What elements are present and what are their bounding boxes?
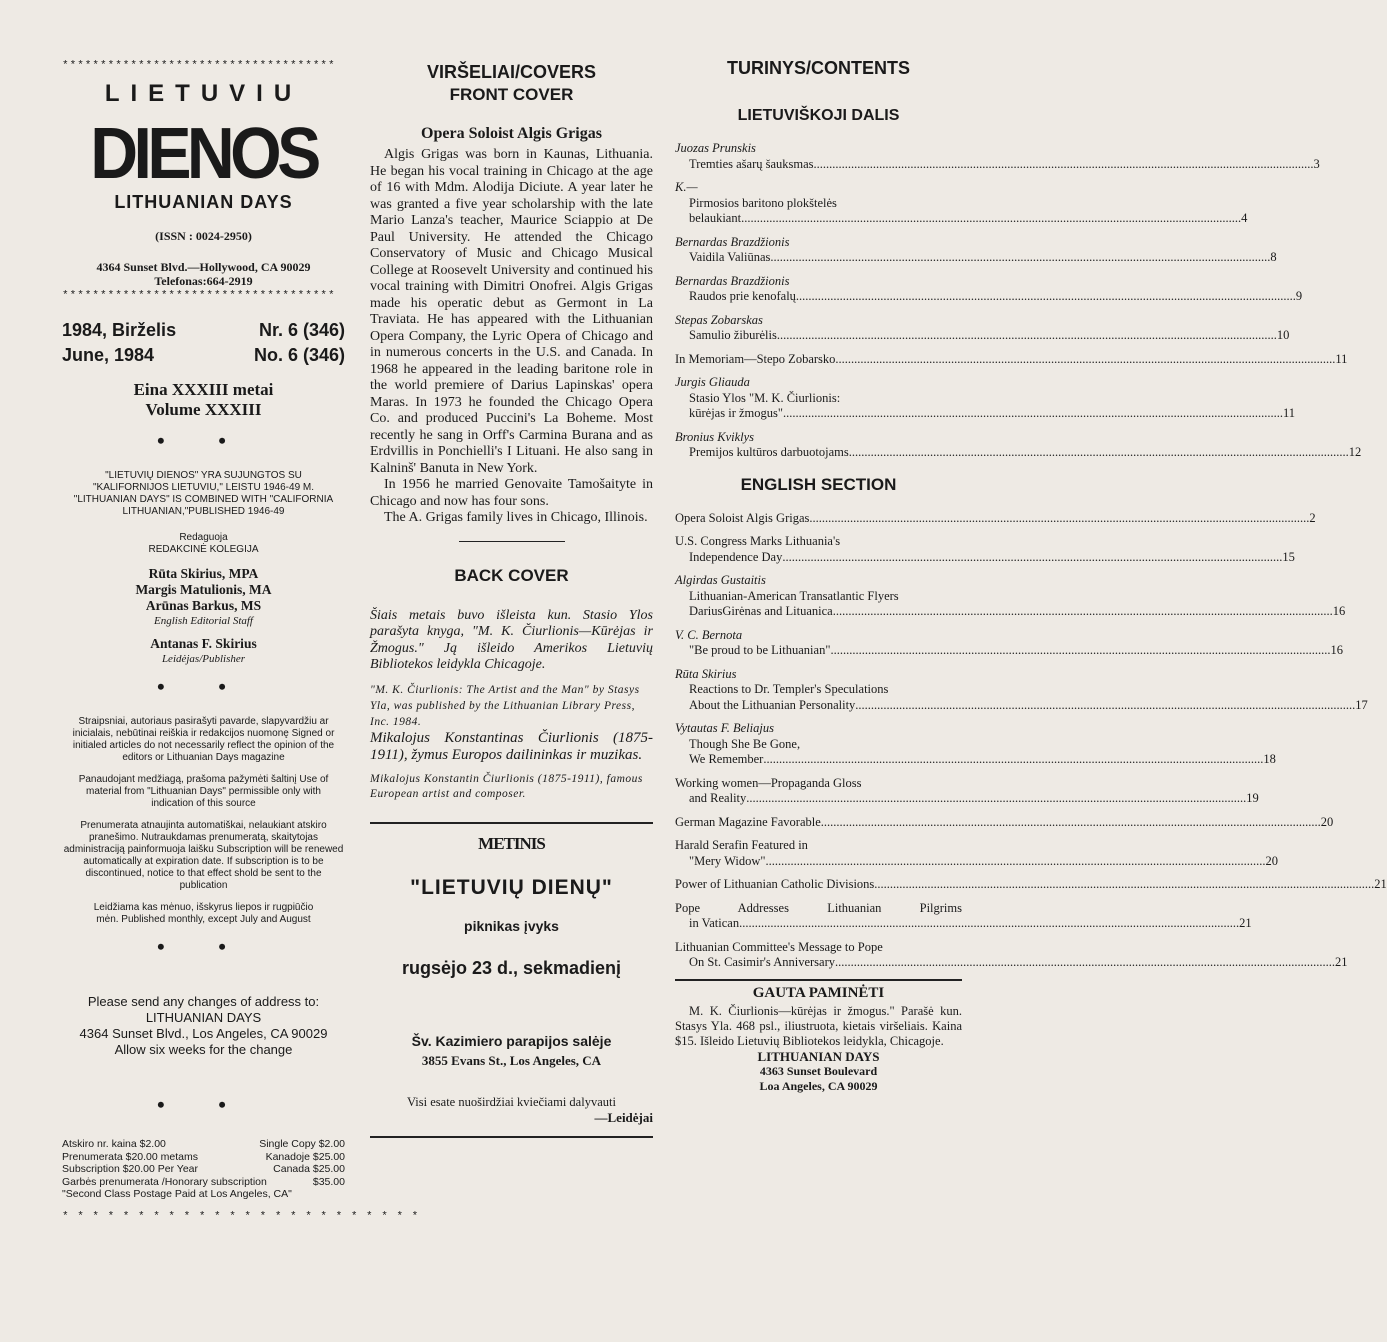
toc-page-line <box>675 510 1316 527</box>
toc-author: Jurgis Gliauda <box>675 375 750 389</box>
star-divider: ************************************ <box>62 60 336 72</box>
toc-author: V. C. Bernota <box>675 627 743 642</box>
toc-leader <box>814 157 1314 173</box>
toc-title: Samulio žiburėlis <box>689 328 777 342</box>
toc-leader <box>835 352 1335 368</box>
en-section-heading: ENGLISH SECTION <box>740 474 897 494</box>
toc-title: In Memoriam—Stepo Zobarsko <box>675 351 836 366</box>
toc-entry <box>675 900 1252 932</box>
front-cover-heading: FRONT COVER <box>449 85 574 104</box>
volume-lt: Eina XXXIII metai <box>133 380 274 399</box>
toc-title-line: Harald Serafin Featured in <box>675 838 808 852</box>
toc-page-number: 15 <box>1282 549 1295 564</box>
event-invitation: Visi esate nuoširdžiai kviečiami dalyvauti <box>407 1094 616 1109</box>
toc-page-number: 21 <box>1239 916 1252 930</box>
toc-page-number: 16 <box>1330 643 1343 657</box>
toc-entry <box>675 939 1348 971</box>
toc-entry <box>675 627 1343 659</box>
editor-2: Margis Matulionis, MA <box>135 582 272 597</box>
event-date: rugsėjo 23 d., sekmadienį <box>401 957 622 978</box>
price-value: Canada $25.00 <box>273 1163 345 1175</box>
event-kicker: METINIS <box>478 833 545 853</box>
masthead-phone: Telefonas:664-2919 <box>154 274 253 288</box>
toc-page-line <box>675 697 1368 714</box>
price-value: Single Copy $2.00 <box>259 1138 345 1150</box>
toc-page-number: 10 <box>1276 328 1290 342</box>
toc-entry <box>675 775 1259 807</box>
back-cover-artist-lt: Mikalojus Konstantinas Čiurlionis (1875-1911), žymus Europos dailininkas ir muzikas. <box>370 729 653 763</box>
publisher-role: Leidėjas/Publisher <box>161 653 246 665</box>
toc-leader <box>835 955 1335 971</box>
toc-page-number: 8 <box>1270 250 1277 264</box>
toc-page-line <box>675 814 1334 831</box>
event-bottom-rule <box>370 1136 653 1138</box>
toc-page-number: 4 <box>1241 211 1248 225</box>
section-divider <box>459 541 565 542</box>
event-subtitle: piknikas įvyks <box>464 917 559 934</box>
toc-english <box>675 510 1387 971</box>
received-city: Loa Angeles, CA 90029 <box>759 1078 878 1093</box>
received-heading: GAUTA PAMINĖTI <box>752 984 885 1001</box>
price-row <box>62 1188 345 1201</box>
merger-note: "LIETUVIŲ DIENOS" YRA SUJUNGTOS SU "KALIFORNIJOS LIETUVIU," LEISTU 1946-49 M. "LITHUANIAN DAYS" IS COMBINED WITH "CALIFORNIA LITHUANIAN,"PUBLISHED 1946-49 <box>73 470 334 517</box>
toc-leader <box>763 752 1263 768</box>
toc-entry <box>675 877 1387 893</box>
price-label: Garbės prenumerata /Honorary subscription <box>62 1175 267 1188</box>
toc-leader <box>874 877 1374 893</box>
price-value: Kanadoje $25.00 <box>265 1150 345 1163</box>
issue-line-lt <box>62 318 345 343</box>
toc-page-line <box>675 752 1276 768</box>
contents-column <box>675 0 1387 1094</box>
toc-title: and Reality <box>689 791 747 805</box>
toc-title: Tremties ašarų šauksmas <box>689 156 814 171</box>
issue-number-lt: Nr. 6 (346) <box>258 320 345 340</box>
toc-entry <box>675 429 1362 461</box>
toc-page-number: 21 <box>1335 955 1348 969</box>
toc-author: Bernardas Brazdžionis <box>675 273 790 288</box>
toc-leader <box>746 791 1246 807</box>
toc-page-number: 21 <box>1374 877 1387 891</box>
toc-title: DariusGirėnas and Lituanica <box>689 604 833 618</box>
issue-date-en: June, 1984 <box>62 345 155 365</box>
toc-title: belaukiant <box>689 211 742 225</box>
toc-title: On St. Casimir's Anniversary <box>689 955 835 969</box>
contents-heading: TURINYS/CONTENTS <box>726 58 910 78</box>
toc-leader <box>821 815 1321 831</box>
toc-leader <box>855 698 1355 714</box>
lt-section-heading: LIETUVIŠKOJI DALIS <box>737 107 900 124</box>
masthead-column <box>62 0 420 1223</box>
issue-date-lt: 1984, Birželis <box>62 320 177 340</box>
covers-column <box>370 0 653 1138</box>
toc-title: kūrėjas ir žmogus" <box>689 406 783 420</box>
toc-title-line: Lithuanian Committee's Message to Pope <box>675 939 883 954</box>
toc-leader <box>777 328 1277 344</box>
toc-leader <box>770 250 1270 266</box>
toc-title-line: U.S. Congress Marks Lithuania's <box>675 534 841 548</box>
toc-author: Bronius Kviklys <box>675 429 755 444</box>
toc-entry <box>675 838 1278 869</box>
bullet-divider: • • <box>157 1092 250 1117</box>
address-change-line: 4364 Sunset Blvd., Los Angeles, CA 90029 <box>79 1026 328 1041</box>
toc-page-line <box>675 445 1362 461</box>
toc-leader <box>809 511 1309 527</box>
price-list <box>62 1138 345 1201</box>
masthead-logo: DIENOS <box>90 114 317 194</box>
toc-title-line: Though She Be Gone, <box>689 736 801 751</box>
received-top-rule <box>675 979 962 981</box>
event-venue: Šv. Kazimiero parapijos salėje <box>411 1032 612 1049</box>
toc-title: Premijos kultūros darbuotojams <box>689 445 849 459</box>
toc-page-number: 20 <box>1265 853 1278 868</box>
toc-page-number: 19 <box>1246 791 1259 805</box>
toc-leader <box>782 550 1282 566</box>
price-row <box>62 1163 345 1176</box>
notice-signed-articles: Straipsniai, autoriaus pasirašyti pavarde, slapyvardžiu ar inicialais, nebūtinai reiškia ir redakcijos nuomonę Signed or initialed articles do not necessarily reflect the opinion of the editors or Lithuanian Days magazine <box>72 716 335 763</box>
toc-leader <box>765 854 1265 870</box>
article-paragraph: The A. Grigas family lives in Chicago, Illinois. <box>384 510 648 525</box>
price-label: Prenumerata $20.00 metams <box>62 1150 198 1163</box>
toc-page-number: 20 <box>1320 814 1334 829</box>
star-divider: ************************************ <box>62 290 336 302</box>
publisher: Antanas F. Skirius <box>150 636 257 651</box>
toc-title: Independence Day <box>689 549 783 564</box>
price-row <box>62 1151 345 1164</box>
event-signature: —Leidėjai <box>594 1109 653 1125</box>
toc-title-line: Reactions to Dr. Templer's Speculations <box>689 682 889 696</box>
price-label: Atskiro nr. kaina $2.00 <box>62 1138 166 1150</box>
toc-entry <box>675 666 1368 714</box>
article-paragraph: Algis Grigas was born in Kaunas, Lithuania. He began his vocal training in Chicago at the age of 16 with Mdm. Alodija Diciute. A year later he was granted a five year scholarship with the late Mario Lanza's teacher, Maurice Sciappio at De Paul University. He attended the Chicago Conservatory of Music and Chicago Musical College at Roosevelt University and continued his vocal training with Dimitri Onofrei. Algis Grigas made his operatic debut as Germont in La Traviata. He has appeared with the Lithuanian Opera Company, the Lyric Opera of Chicago and in numerous concerts in the U.S. and Canada. In 1968 he appeared in the leading baritone role in the world premiere of Darius Lapinskas' opera Maras. In 1973 he founded the Chicago Opera Co. and produced Puccini's La Boheme. Most recently he sang in Orff's Carmina Burana and as Erdvillis in Ponchielli's I Lituani. He also sang in Kalninš' Banuta in New York. <box>370 147 653 476</box>
toc-author: Stepas Zobarskas <box>675 312 763 327</box>
toc-page-number: 12 <box>1348 445 1362 459</box>
postage-note: "Second Class Postage Paid at Los Angeles, CA" <box>62 1188 292 1200</box>
toc-title: Opera Soloist Algis Grigas <box>675 510 810 525</box>
toc-leader <box>849 445 1349 461</box>
volume-en: Volume XXXIII <box>145 400 262 419</box>
toc-page-line <box>675 289 1303 305</box>
masthead-address: 4364 Sunset Blvd.—Hollywood, CA 90029 <box>96 260 311 274</box>
toc-page-number: 11 <box>1282 406 1296 420</box>
toc-page-line <box>675 156 1320 173</box>
toc-title: in Vatican <box>689 916 740 930</box>
notice-published-monthly: Leidžiama kas mėnuo, išskyrus liepos ir rugpiūčio mėn. Published monthly, except July and August <box>93 902 314 925</box>
toc-entry <box>675 180 1248 227</box>
back-cover-text-lt: Šiais metais buvo išleista kun. Stasio Ylos parašyta knyga, "M. K. Čiurlionis—Kūrėjas ir Žmogus." Ją išleido Amerikos Lietuvių Bibliotekos leidykla Chicagoje. <box>370 607 653 672</box>
toc-page-line <box>675 791 1259 807</box>
editor-3: Arūnas Barkus, MS <box>145 598 262 613</box>
address-change-line: Please send any changes of address to: <box>87 994 320 1009</box>
toc-page-number: 2 <box>1309 510 1316 525</box>
star-divider-bottom: * * * * * * * * * * * * * * * * * * * * * * * * <box>62 1210 420 1223</box>
toc-leader <box>830 643 1330 659</box>
toc-page-number: 18 <box>1263 752 1276 766</box>
editors-role: English Editorial Staff <box>153 615 253 627</box>
toc-leader <box>739 916 1239 932</box>
toc-page-line <box>675 250 1277 266</box>
toc-title-line: Working women—Propaganda Gloss <box>675 775 862 790</box>
toc-entry <box>675 375 1296 422</box>
toc-title-line: Lithuanian-American Transatlantic Flyers <box>689 588 899 603</box>
toc-title: Power of Lithuanian Catholic Divisions <box>675 877 875 891</box>
back-cover-text-en: "M. K. Čiurlionis: The Artist and the Man" by Stasys Yla, was published by the Lithuanian Library Press, Inc. 1984. <box>370 683 640 728</box>
received-address: 4363 Sunset Boulevard <box>759 1063 878 1078</box>
toc-entry <box>675 534 1295 565</box>
price-value: $35.00 <box>312 1175 345 1188</box>
event-top-rule <box>370 822 653 824</box>
toc-page-line <box>675 604 1346 620</box>
price-row <box>62 1176 345 1189</box>
received-text: M. K. Čiurlionis—kūrėjas ir žmogus." Parašė kun. Stasys Yla. 468 psl., iliustruota, kietais viršeliais. Kaina $15. Išleido Lietuvių Bibliotekos leidykla, Chicagoje. <box>675 1003 962 1048</box>
event-title: "LIETUVIŲ DIENŲ" <box>410 875 613 899</box>
toc-page-line <box>675 916 1252 932</box>
toc-entry <box>675 351 1348 368</box>
toc-entry <box>675 273 1303 305</box>
toc-title-line: Pirmosios baritono plokštelės <box>689 195 837 210</box>
issue-number-en: No. 6 (346) <box>253 345 345 365</box>
toc-entry <box>675 510 1316 527</box>
editorial-board: REDAKCINĖ KOLEGIJA <box>148 544 259 555</box>
toc-title-line: Stasio Ylos "M. K. Čiurlionis: <box>689 390 841 405</box>
toc-page-number: 17 <box>1355 697 1368 712</box>
toc-page-line <box>675 328 1290 344</box>
toc-page-line <box>675 211 1248 227</box>
event-venue-address: 3855 Evans St., Los Angeles, CA <box>421 1052 602 1068</box>
toc-page-number: 16 <box>1332 604 1346 618</box>
article-title: Opera Soloist Algis Grigas <box>421 125 602 142</box>
toc-leader <box>796 289 1296 305</box>
toc-title: We Remember <box>689 752 764 766</box>
issn: (ISSN : 0024-2950) <box>155 229 252 243</box>
toc-author: Algirdas Gustaitis <box>675 573 766 587</box>
price-row <box>62 1138 345 1151</box>
toc-page-number: 3 <box>1313 156 1320 171</box>
toc-page-line <box>675 406 1296 422</box>
toc-title: German Magazine Favorable <box>675 814 821 829</box>
toc-leader <box>833 604 1333 620</box>
toc-page-line <box>675 549 1295 566</box>
toc-title: "Mery Widow" <box>689 853 766 868</box>
masthead-top-word: LIETUVIU <box>104 80 303 107</box>
toc-entry <box>675 721 1276 768</box>
toc-entry <box>675 234 1277 266</box>
toc-author: Juozas Prunskis <box>675 141 756 155</box>
toc-title: "Be proud to be Lithuanian" <box>689 643 831 657</box>
toc-title: Vaidila Valiūnas <box>689 250 771 264</box>
editor-1: Rūta Skirius, MPA <box>148 566 259 581</box>
back-cover-artist-en: Mikalojus Konstantin Čiurlionis (1875-1911), famous European artist and composer. <box>370 772 643 800</box>
toc-page-number: 11 <box>1335 351 1348 366</box>
received-publisher: LITHUANIAN DAYS <box>757 1048 880 1064</box>
toc-lithuanian <box>675 141 1362 461</box>
covers-heading: VIRŠELIAI/COVERS <box>426 62 597 82</box>
toc-author: Rūta Skirius <box>675 666 737 681</box>
toc-leader <box>783 406 1283 422</box>
bullet-divider: • • <box>157 674 250 699</box>
bullet-divider: • • <box>157 428 250 453</box>
toc-page-line <box>675 351 1348 368</box>
edited-by: Redaguoja <box>179 532 228 543</box>
address-change-block <box>62 994 345 1058</box>
toc-author: Vytautas F. Beliajus <box>675 721 774 735</box>
address-change-line: Allow six weeks for the change <box>114 1042 293 1057</box>
toc-page-line <box>675 877 1387 893</box>
notice-subscription: Prenumerata atnaujinta automatiškai, nelaukiant atskiro pranešimo. Nutraukdamas prenumeratą, skaitytojas administraciją painformuoja laišku Subscription will be renewed automatically at expiration date. If subscription is to be discontinued, notice to that effect shold be sent to the publication <box>63 820 344 891</box>
toc-page-number: 9 <box>1295 289 1303 303</box>
bullet-divider: • • <box>157 934 250 959</box>
toc-page-line <box>675 643 1343 659</box>
toc-author: K.— <box>675 180 698 194</box>
toc-page-line <box>675 853 1278 870</box>
article-paragraph: In 1956 he married Genovaite Tamošaityte in Chicago and now has four sons. <box>370 477 653 509</box>
toc-entry <box>675 814 1334 831</box>
toc-page-line <box>675 955 1348 971</box>
toc-author: Bernardas Brazdžionis <box>675 234 790 249</box>
toc-title: Raudos prie kenofalų <box>689 289 796 303</box>
address-change-line: LITHUANIAN DAYS <box>145 1010 262 1025</box>
toc-title-line: Pope Addresses Lithuanian Pilgrims <box>675 900 962 915</box>
toc-title: About the Lithuanian Personality <box>689 697 856 712</box>
issue-line-en <box>62 343 345 368</box>
back-cover-heading: BACK COVER <box>454 565 569 585</box>
toc-entry <box>675 141 1320 172</box>
toc-entry <box>675 573 1346 620</box>
masthead-english: LITHUANIAN DAYS <box>114 192 293 212</box>
toc-leader <box>741 211 1241 227</box>
price-label: Subscription $20.00 Per Year <box>62 1163 199 1175</box>
toc-entry <box>675 312 1290 344</box>
notice-use-of-material: Panaudojant medžiagą, prašoma pažymėti šaltinį Use of material from "Lithuanian Days" permissible only with indication of this source <box>78 774 329 809</box>
